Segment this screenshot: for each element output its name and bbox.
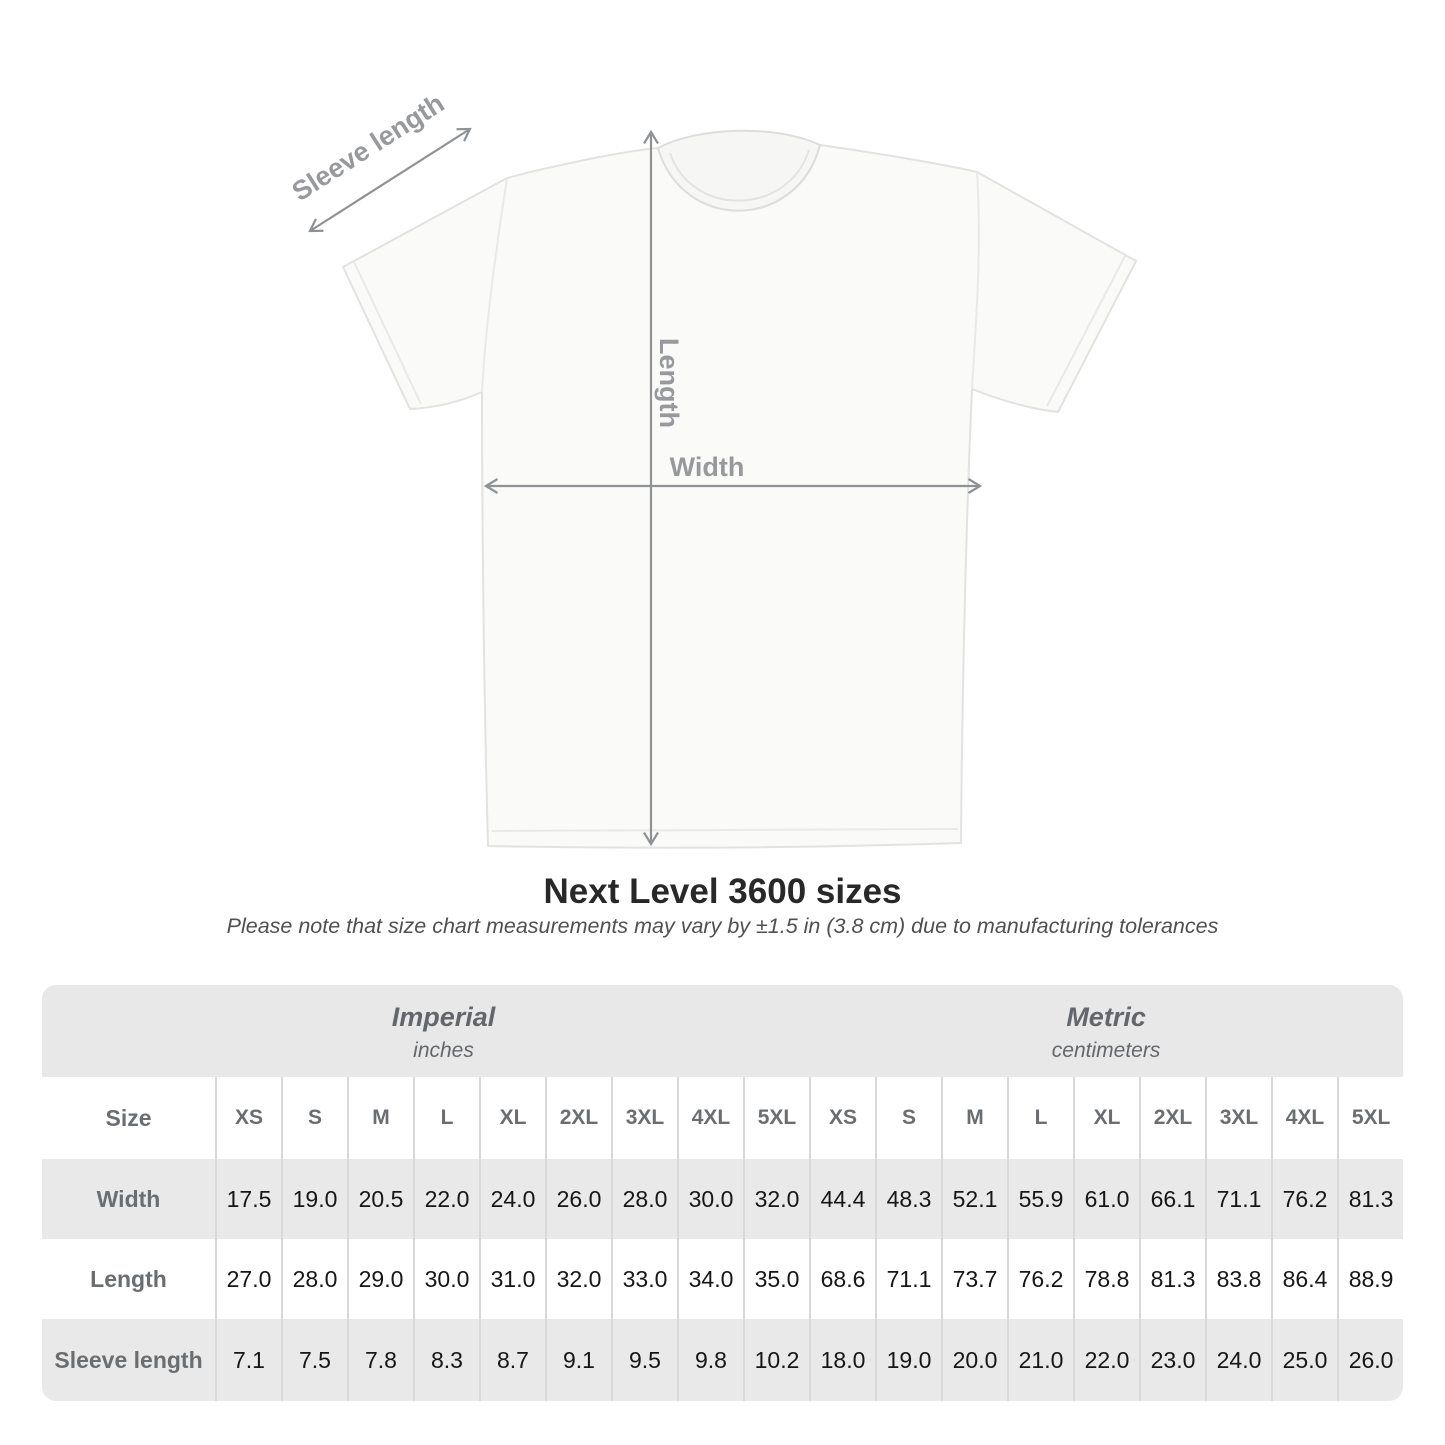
value-cell: 88.9 bbox=[1337, 1239, 1403, 1319]
value-cell: 35.0 bbox=[743, 1239, 809, 1319]
value-cell: 86.4 bbox=[1271, 1239, 1337, 1319]
tolerance-note: Please note that size chart measurements may vary by ±1.5 in (3.8 cm) due to manufacturing tolerances bbox=[226, 914, 1219, 938]
value-cell: 9.5 bbox=[611, 1319, 677, 1401]
tshirt-body bbox=[343, 145, 1136, 848]
row-label: Length bbox=[90, 1265, 167, 1292]
value-cell: 17.5 bbox=[215, 1159, 281, 1239]
imperial-label: Imperial bbox=[391, 1001, 496, 1032]
value-cell: 27.0 bbox=[215, 1239, 281, 1319]
size-header-cell: 4XL bbox=[677, 1077, 743, 1159]
value-cell: 23.0 bbox=[1139, 1319, 1205, 1401]
value-cell: 61.0 bbox=[1073, 1159, 1139, 1239]
size-header-cell: 3XL bbox=[1205, 1077, 1271, 1159]
value-cell: 9.1 bbox=[545, 1319, 611, 1401]
value-cell: 8.3 bbox=[413, 1319, 479, 1401]
width-row bbox=[42, 1159, 1403, 1239]
value-cell: 19.0 bbox=[281, 1159, 347, 1239]
value-cell: 73.7 bbox=[941, 1239, 1007, 1319]
value-cell: 71.1 bbox=[875, 1239, 941, 1319]
metric-label: Metric bbox=[1066, 1001, 1146, 1032]
value-cell: 28.0 bbox=[611, 1159, 677, 1239]
size-header-row bbox=[42, 1077, 1403, 1159]
page-title: Next Level 3600 sizes bbox=[543, 872, 902, 911]
value-cell: 31.0 bbox=[479, 1239, 545, 1319]
imperial-group-header bbox=[42, 985, 809, 1077]
value-cell: 26.0 bbox=[545, 1159, 611, 1239]
row-label: Sleeve length bbox=[42, 1319, 215, 1401]
size-header-cell: XS bbox=[809, 1077, 875, 1159]
length-row bbox=[42, 1239, 1403, 1319]
size-table-container bbox=[42, 985, 1403, 1401]
size-header-cell: S bbox=[875, 1077, 941, 1159]
value-cell: 29.0 bbox=[347, 1239, 413, 1319]
value-cell: 78.8 bbox=[1073, 1239, 1139, 1319]
tshirt-illustration bbox=[343, 131, 1136, 848]
value-cell: 18.0 bbox=[809, 1319, 875, 1401]
value-cell: 83.8 bbox=[1205, 1239, 1271, 1319]
value-cell: 66.1 bbox=[1139, 1159, 1205, 1239]
sleeve-length-dimension-label: Sleeve length bbox=[286, 87, 450, 207]
size-header-cell: L bbox=[1007, 1077, 1073, 1159]
units-band-row bbox=[42, 985, 1403, 1077]
size-header-cell: S bbox=[281, 1077, 347, 1159]
size-header-cell: 3XL bbox=[611, 1077, 677, 1159]
size-header-cell: XL bbox=[1073, 1077, 1139, 1159]
value-cell: 33.0 bbox=[611, 1239, 677, 1319]
value-cell: 68.6 bbox=[809, 1239, 875, 1319]
value-cell: 34.0 bbox=[677, 1239, 743, 1319]
value-cell: 10.2 bbox=[743, 1319, 809, 1401]
size-header-cell: 5XL bbox=[743, 1077, 809, 1159]
size-header-cell: M bbox=[941, 1077, 1007, 1159]
value-cell: 7.8 bbox=[347, 1319, 413, 1401]
value-cell: 25.0 bbox=[1271, 1319, 1337, 1401]
value-cell: 30.0 bbox=[413, 1239, 479, 1319]
value-cell: 20.5 bbox=[347, 1159, 413, 1239]
value-cell: 76.2 bbox=[1007, 1239, 1073, 1319]
value-cell: 28.0 bbox=[281, 1239, 347, 1319]
size-header-cell: 2XL bbox=[1139, 1077, 1205, 1159]
size-header-cell: XL bbox=[479, 1077, 545, 1159]
length-dimension-label: Length bbox=[654, 338, 684, 428]
size-column-label: Size bbox=[105, 1104, 152, 1131]
size-header-cell: 4XL bbox=[1271, 1077, 1337, 1159]
width-dimension-label: Width bbox=[669, 452, 745, 482]
value-cell: 8.7 bbox=[479, 1319, 545, 1401]
value-cell: 9.8 bbox=[677, 1319, 743, 1401]
size-header-cell: L bbox=[413, 1077, 479, 1159]
metric-unit-label: centimeters bbox=[1051, 1038, 1161, 1062]
value-cell: 81.3 bbox=[1337, 1159, 1403, 1239]
value-cell: 7.1 bbox=[215, 1319, 281, 1401]
value-cell: 19.0 bbox=[875, 1319, 941, 1401]
value-cell: 32.0 bbox=[743, 1159, 809, 1239]
value-cell: 55.9 bbox=[1007, 1159, 1073, 1239]
value-cell: 71.1 bbox=[1205, 1159, 1271, 1239]
value-cell: 22.0 bbox=[1073, 1319, 1139, 1401]
sleeve-length-row bbox=[42, 1319, 1403, 1401]
size-header-cell: M bbox=[347, 1077, 413, 1159]
value-cell: 7.5 bbox=[281, 1319, 347, 1401]
value-cell: 32.0 bbox=[545, 1239, 611, 1319]
value-cell: 30.0 bbox=[677, 1159, 743, 1239]
value-cell: 24.0 bbox=[1205, 1319, 1271, 1401]
value-cell: 20.0 bbox=[941, 1319, 1007, 1401]
value-cell: 81.3 bbox=[1139, 1239, 1205, 1319]
value-cell: 76.2 bbox=[1271, 1159, 1337, 1239]
value-cell: 48.3 bbox=[875, 1159, 941, 1239]
value-cell: 24.0 bbox=[479, 1159, 545, 1239]
value-cell: 44.4 bbox=[809, 1159, 875, 1239]
value-cell: 26.0 bbox=[1337, 1319, 1403, 1401]
size-header-cell: XS bbox=[215, 1077, 281, 1159]
value-cell: 22.0 bbox=[413, 1159, 479, 1239]
row-label: Width bbox=[42, 1159, 215, 1239]
size-table bbox=[42, 985, 1403, 1401]
imperial-unit-label: inches bbox=[413, 1038, 474, 1062]
value-cell: 52.1 bbox=[941, 1159, 1007, 1239]
size-header-cell: 2XL bbox=[545, 1077, 611, 1159]
value-cell: 21.0 bbox=[1007, 1319, 1073, 1401]
metric-group-header bbox=[809, 985, 1403, 1077]
size-header-cell: 5XL bbox=[1337, 1077, 1403, 1159]
